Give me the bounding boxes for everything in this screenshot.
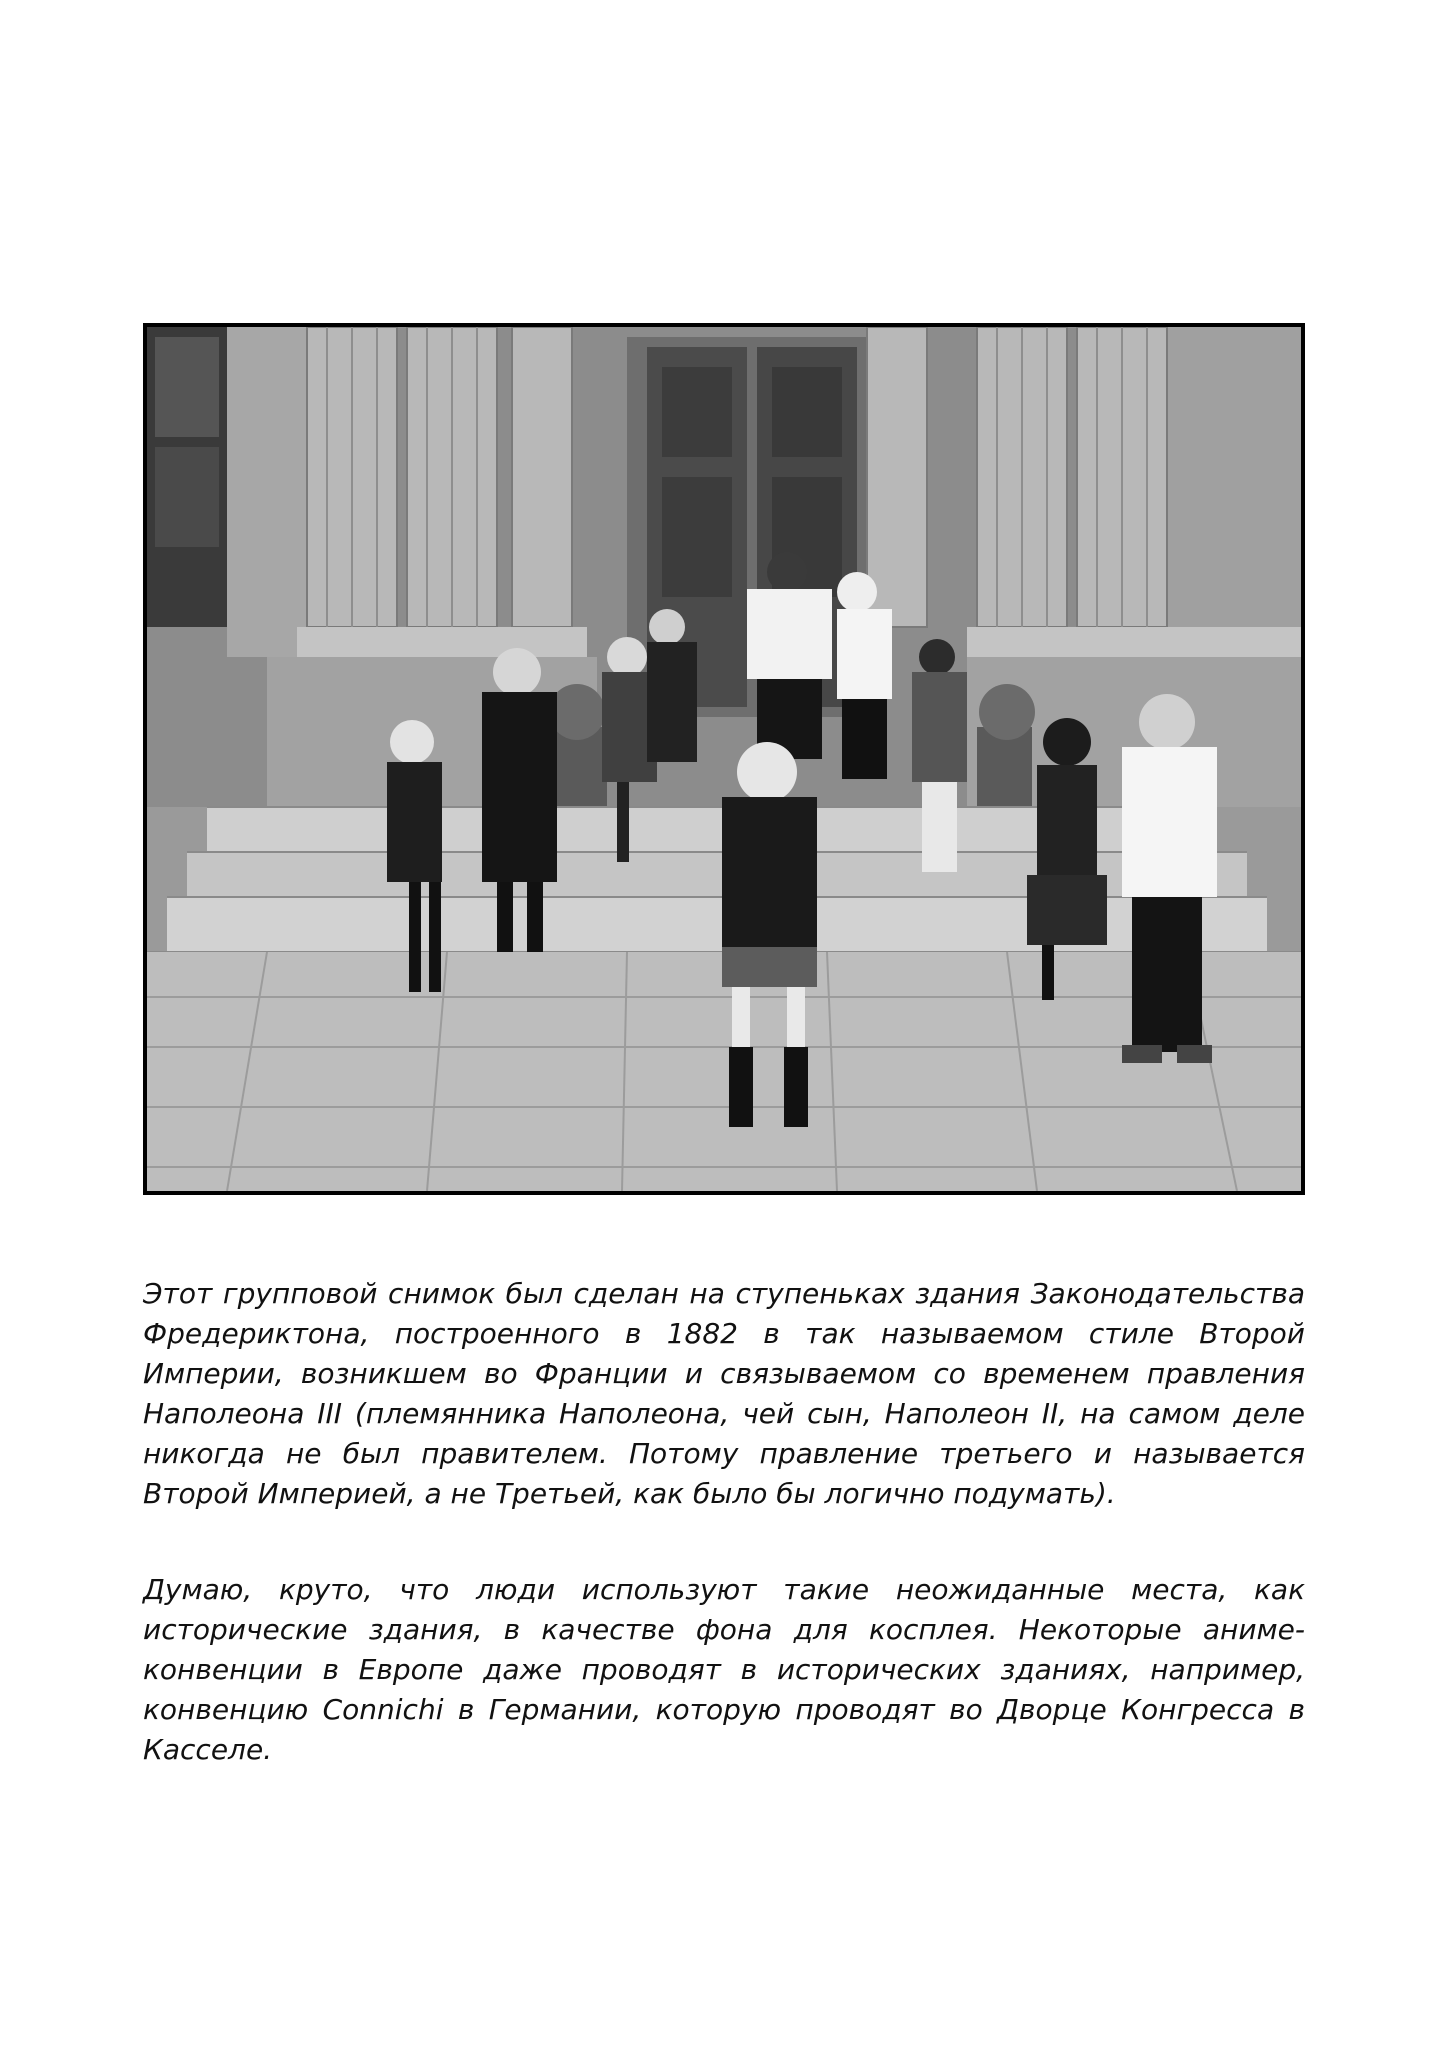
group-photo [147,327,1301,1191]
photo-frame [143,323,1305,1195]
caption-paragraph-1: Этот групповой снимок был сделан на ступеньках здания Законодательства Фредериктона, построенного в 1882 в так называемом стиле Второй Империи, возникшем во Франции и связываемом со временем правления Наполеона III (племянника Наполеона, чей сын, Наполеон II, на самом деле никогда не был правителем. Потому правление третьего и называется Второй Империей, а не Третьей, как было бы логично подумать). [143,1277,1305,1510]
caption-paragraph-2: Думаю, круто, что люди используют такие неожиданные места, как исторические здания, в качестве фона для косплея. Некоторые аниме-конвенции в Европе даже проводят в исторических зданиях, например, конвенцию Connichi в Германии, которую проводят во Дворце Конгресса в Касселе. [143,1573,1305,1766]
